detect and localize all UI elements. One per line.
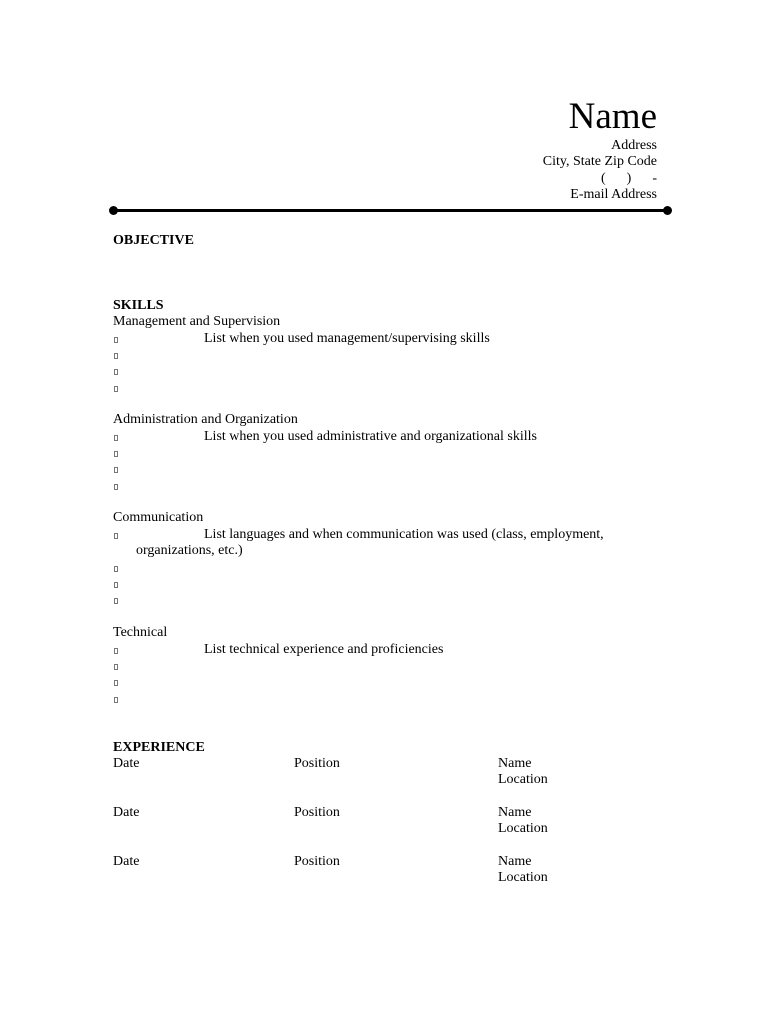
divider-left-dot (109, 206, 118, 215)
bullet-icon (114, 484, 118, 490)
skill-item: List when you used management/supervising skills (204, 331, 490, 346)
skill-group-title: Communication (113, 510, 204, 525)
bullet-icon (114, 369, 118, 375)
bullet-icon (114, 353, 118, 359)
experience-position: Position (294, 805, 340, 820)
divider-right-dot (663, 206, 672, 215)
applicant-name: Name (568, 96, 657, 137)
phone-number: ( ) - (601, 170, 657, 186)
address-line: Address (611, 138, 657, 153)
bullet-icon (114, 680, 118, 686)
bullet-icon (114, 451, 118, 457)
skill-item-continuation: organizations, etc.) (136, 543, 243, 558)
experience-heading: EXPERIENCE (113, 740, 205, 755)
contact-header (543, 96, 657, 204)
experience-location: Location (498, 870, 548, 885)
skill-item: List when you used administrative and organizational skills (204, 429, 537, 444)
experience-position: Position (294, 756, 340, 771)
bullet-icon (114, 697, 118, 703)
bullet-icon (114, 533, 118, 539)
bullet-icon (114, 598, 118, 604)
experience-date: Date (113, 805, 140, 820)
experience-date: Date (113, 756, 140, 771)
experience-date: Date (113, 854, 140, 869)
bullet-icon (114, 337, 118, 343)
experience-employer-name: Name (498, 756, 532, 771)
experience-location: Location (498, 772, 548, 787)
objective-heading: OBJECTIVE (113, 233, 194, 248)
skill-group-title: Administration and Organization (113, 412, 298, 427)
phone-line (543, 171, 657, 187)
bullet-icon (114, 566, 118, 572)
experience-location: Location (498, 821, 548, 836)
skills-heading: SKILLS (113, 298, 164, 313)
bullet-icon (114, 664, 118, 670)
email-line: E-mail Address (570, 187, 657, 203)
experience-employer-name: Name (498, 854, 532, 869)
bullet-icon (114, 467, 118, 473)
bullet-icon (114, 386, 118, 392)
header-divider (113, 209, 668, 212)
skill-item: List technical experience and proficiencies (204, 642, 444, 657)
skill-group-title: Management and Supervision (113, 314, 281, 329)
experience-employer-name: Name (498, 805, 532, 820)
city-state-zip-line: City, State Zip Code (542, 154, 657, 170)
skill-group-title: Technical (113, 625, 168, 640)
bullet-icon (114, 582, 118, 588)
bullet-icon (114, 648, 118, 654)
experience-position: Position (294, 854, 340, 869)
bullet-icon (114, 435, 118, 441)
skill-item: List languages and when communication was used (class, employment, (204, 527, 604, 542)
